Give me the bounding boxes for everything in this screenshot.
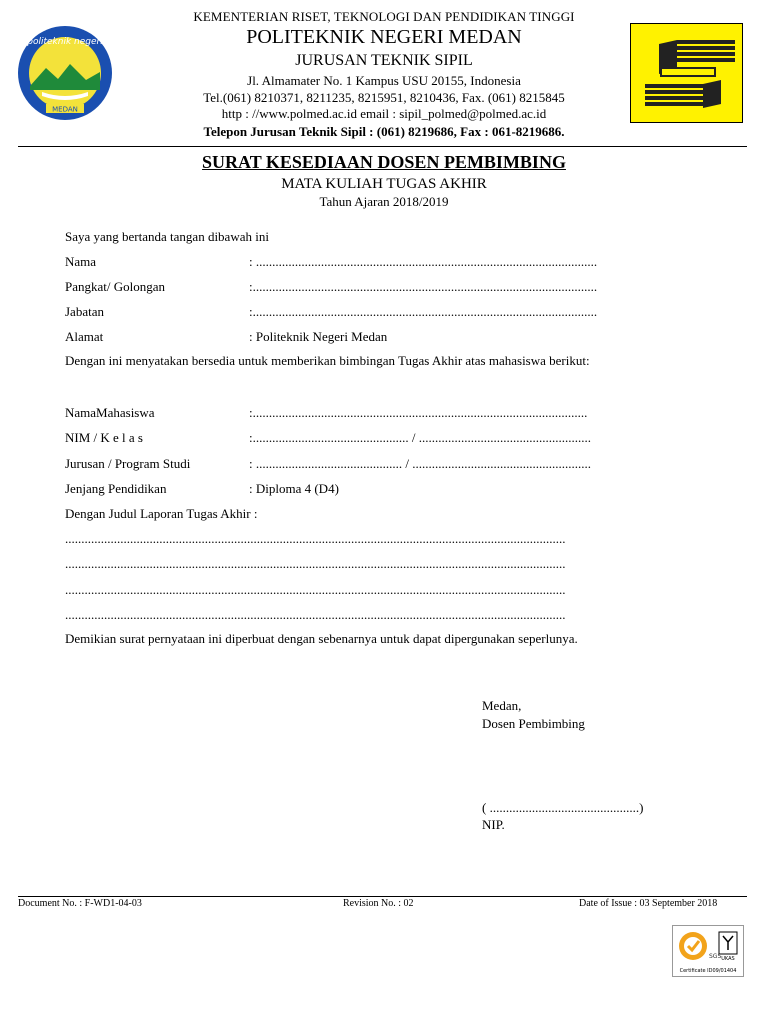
web-email: http : //www.polmed.ac.id email : sipil_polmed@polmed.ac.id bbox=[221, 106, 547, 121]
sgs-text: SGS bbox=[709, 953, 722, 960]
field-label-nim-kelas: NIM / K e l a s bbox=[65, 430, 143, 445]
footer-divider bbox=[18, 896, 747, 897]
field-value-nama-mahasiswa: :....................................................................................................... bbox=[249, 405, 588, 420]
course-name: MATA KULIAH TUGAS AKHIR bbox=[281, 176, 487, 192]
issue-date: Date of Issue : 03 September 2018 bbox=[579, 898, 718, 909]
signature-name-line: ( ..............................................) bbox=[482, 800, 644, 815]
field-value-nim-kelas: :................................................ / ..................................................... bbox=[249, 430, 591, 445]
signature-role: Dosen Pembimbing bbox=[482, 716, 585, 731]
intro-text: Saya yang bertanda tangan dibawah ini bbox=[65, 229, 269, 244]
field-value-jenjang: : Diploma 4 (D4) bbox=[249, 481, 339, 496]
field-value-jabatan: :.......................................................................................................... bbox=[249, 304, 598, 319]
field-label-alamat: Alamat bbox=[65, 329, 104, 344]
institution-name: POLITEKNIK NEGERI MEDAN bbox=[246, 26, 522, 48]
field-label-jurusan: Jurusan / Program Studi bbox=[65, 456, 191, 471]
logo-text-top: politeknik negeri bbox=[27, 37, 103, 47]
field-value-alamat: : Politeknik Negeri Medan bbox=[249, 329, 388, 344]
field-value-jurusan: : ............................................. / ....................................................... bbox=[249, 456, 591, 471]
address: Jl. Almamater No. 1 Kampus USU 20155, Indonesia bbox=[247, 73, 521, 88]
department-phone: Telepon Jurusan Teknik Sipil : (061) 8219686, Fax : 061-8219686. bbox=[203, 124, 565, 139]
field-label-nama-mahasiswa: NamaMahasiswa bbox=[65, 405, 155, 420]
ministry-name: KEMENTERIAN RISET, TEKNOLOGI DAN PENDIDIKAN TINGGI bbox=[193, 9, 575, 24]
field-label-pangkat: Pangkat/ Golongan bbox=[65, 279, 166, 294]
signature-nip: NIP. bbox=[482, 817, 505, 832]
thesis-label: Dengan Judul Laporan Tugas Akhir : bbox=[65, 506, 258, 521]
thesis-line-1: .......................................................................................................................................................... bbox=[65, 531, 566, 546]
thesis-line-3: .......................................................................................................................................................... bbox=[65, 582, 566, 597]
field-value-nama: : ......................................................................................................... bbox=[249, 254, 598, 269]
field-label-nama: Nama bbox=[65, 254, 97, 269]
statement-paragraph: Dengan ini menyatakan bersedia untuk memberikan bimbingan Tugas Akhir atas mahasiswa berikut: bbox=[65, 353, 590, 368]
field-value-pangkat: :.......................................................................................................... bbox=[249, 279, 598, 294]
certificate-id: Certificate ID09/01404 bbox=[679, 968, 737, 974]
department-name: JURUSAN TEKNIK SIPIL bbox=[295, 52, 473, 69]
certification-badge bbox=[672, 925, 744, 977]
thesis-line-4: .......................................................................................................................................................... bbox=[65, 607, 566, 622]
revision-number: Revision No. : 02 bbox=[343, 898, 414, 909]
document-number: Document No. : F-WD1-04-03 bbox=[18, 898, 142, 909]
signature-place: Medan, bbox=[482, 698, 522, 713]
academic-year: Tahun Ajaran 2018/2019 bbox=[319, 194, 449, 209]
closing-paragraph: Demikian surat pernyataan ini diperbuat dengan sebenarnya untuk dapat dipergunakan seperlunya. bbox=[65, 631, 578, 646]
field-label-jenjang: Jenjang Pendidikan bbox=[65, 481, 167, 496]
logo-text-bottom: MEDAN bbox=[52, 105, 78, 114]
field-label-jabatan: Jabatan bbox=[65, 304, 104, 319]
thesis-line-2: .......................................................................................................................................................... bbox=[65, 556, 566, 571]
letter-title: SURAT KESEDIAAN DOSEN PEMBIMBING bbox=[202, 152, 566, 172]
phone-fax: Tel.(061) 8210371, 8211235, 8215951, 8210436, Fax. (061) 8215845 bbox=[203, 90, 565, 105]
header-divider bbox=[18, 146, 747, 147]
ukas-text: UKAS bbox=[721, 956, 735, 962]
